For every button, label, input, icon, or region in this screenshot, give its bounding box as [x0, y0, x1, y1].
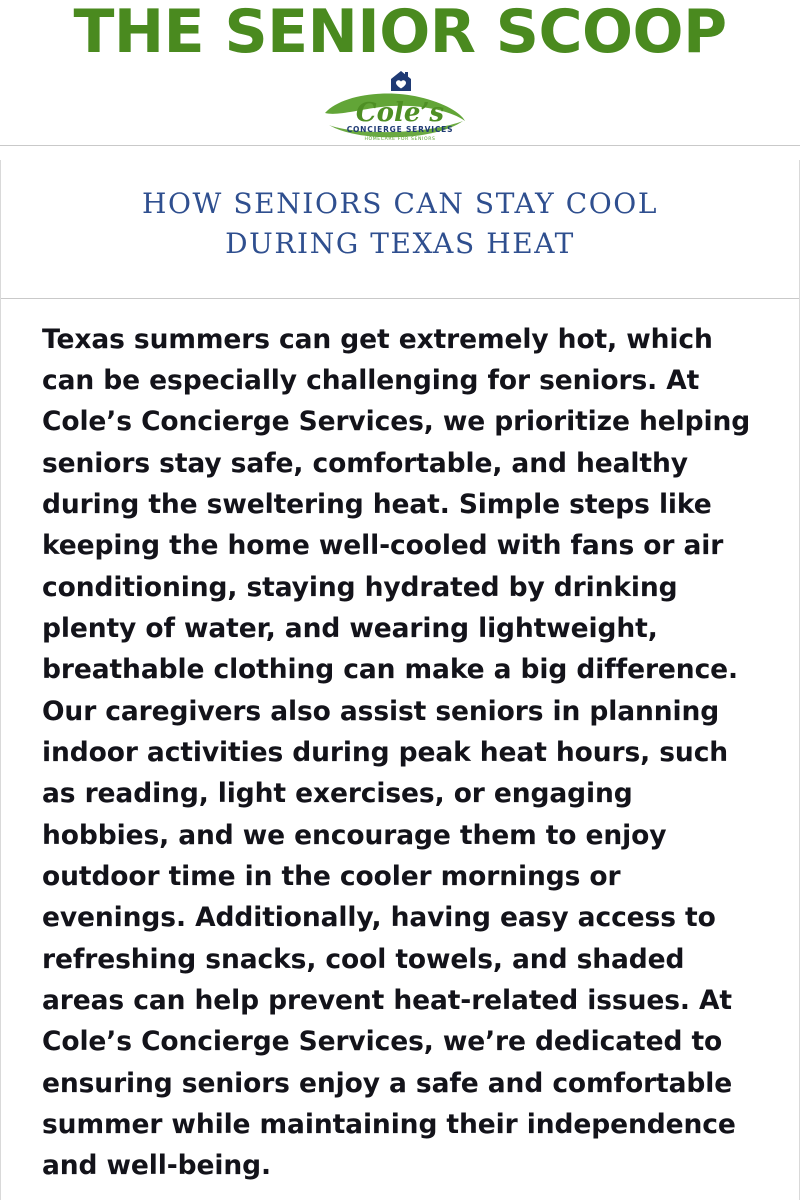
logo: [0, 69, 800, 145]
article-headline: [40, 184, 760, 264]
article-body-text: Texas summers can get extremely hot, which can be especially challenging for seniors. At Cole’s Concierge Services, we prioritize helping seniors stay safe, comfortable, and healthy during the sweltering heat. Simple steps like keeping the home well-cooled with fans or air conditioning, staying hydrated by drinking plenty of water, and wearing lightweight, breathable clothing can make a big difference. Our caregivers also assist seniors in planning indoor activities during peak heat hours, such as reading, light exercises, or engaging hobbies, and we encourage them to enjoy outdoor time in the cooler mornings or evenings. Additionally, having easy access to refreshing snacks, cool towels, and shaded areas can help prevent heat-related issues. At Cole’s Concierge Services, we’re dedicated to ensuring seniors enjoy a safe and comfortable summer while maintaining their independence and well-being.: [42, 323, 751, 1182]
logo-brand-sub: CONCIERGE SERVICES: [346, 125, 454, 135]
masthead-title: THE SENIOR SCOOP: [73, 0, 727, 67]
headline-block: [0, 146, 800, 298]
article-headline-line-2: DURING TEXAS HEAT: [225, 226, 575, 260]
logo-brand-tag: HOMECARE FOR SENIORS: [364, 137, 436, 143]
logo-graphic: [315, 69, 485, 145]
logo-brand-name: Cole’s: [355, 98, 445, 129]
house-with-heart-icon: [315, 69, 485, 145]
article-body-block: [0, 299, 800, 1187]
article-headline-line-1: HOW SENIORS CAN STAY COOL: [141, 187, 659, 221]
masthead: [0, 0, 800, 145]
page-left-edge-rule: [0, 160, 1, 1200]
